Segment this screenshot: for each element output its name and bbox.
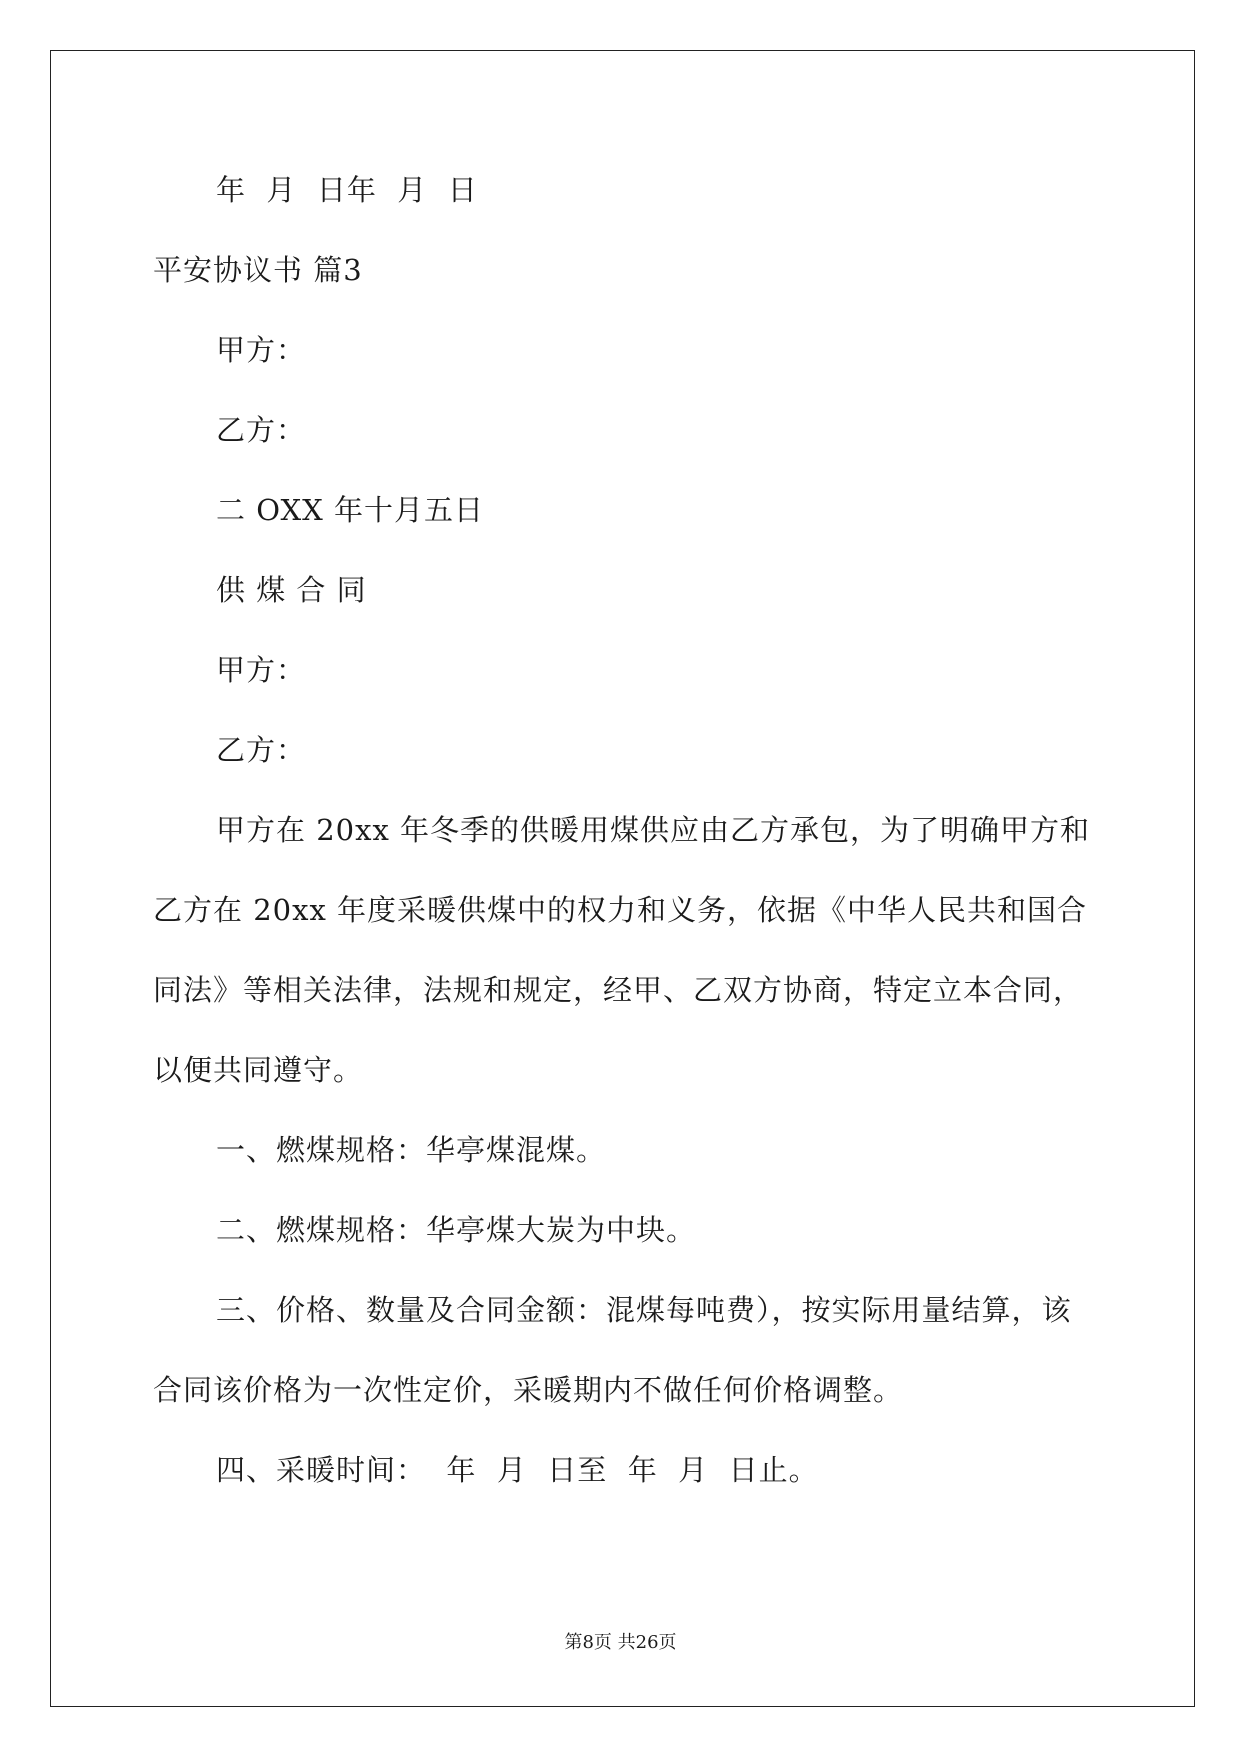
party-b-line: 乙方： xyxy=(216,733,307,767)
date-line: 年 月 日年 月 日 xyxy=(216,173,478,207)
clause-line: 二、燃煤规格：华亭煤大炭为中块。 xyxy=(216,1213,697,1247)
clause-line: 一、燃煤规格：华亭煤混煤。 xyxy=(216,1133,607,1167)
party-a-line: 甲方： xyxy=(216,333,307,367)
paragraph-line: 甲方在 20xx 年冬季的供暖用煤供应由乙方承包，为了明确甲方和 xyxy=(216,813,1091,847)
page-number: 第8页 共26页 xyxy=(564,1632,677,1653)
party-b-line: 乙方： xyxy=(216,413,307,447)
clause-line: 四、采暖时间： 年 月 日至 年 月 日止。 xyxy=(216,1453,819,1487)
clause-line: 合同该价格为一次性定价，采暖期内不做任何价格调整。 xyxy=(153,1373,904,1407)
contract-title: 供 煤 合 同 xyxy=(216,573,367,607)
clause-line: 三、价格、数量及合同金额：混煤每吨费），按实际用量结算，该 xyxy=(216,1293,1072,1327)
paragraph-line: 同法》等相关法律，法规和规定，经甲、乙双方协商，特定立本合同， xyxy=(153,973,1084,1007)
date-line: 二 OXX 年十月五日 xyxy=(216,493,484,527)
paragraph-line: 以便共同遵守。 xyxy=(153,1053,364,1087)
party-a-line: 甲方： xyxy=(216,653,307,687)
paragraph-line: 乙方在 20xx 年度采暖供煤中的权力和义务，依据《中华人民共和国合 xyxy=(153,893,1088,927)
section-title: 平安协议书 篇3 xyxy=(153,253,363,287)
